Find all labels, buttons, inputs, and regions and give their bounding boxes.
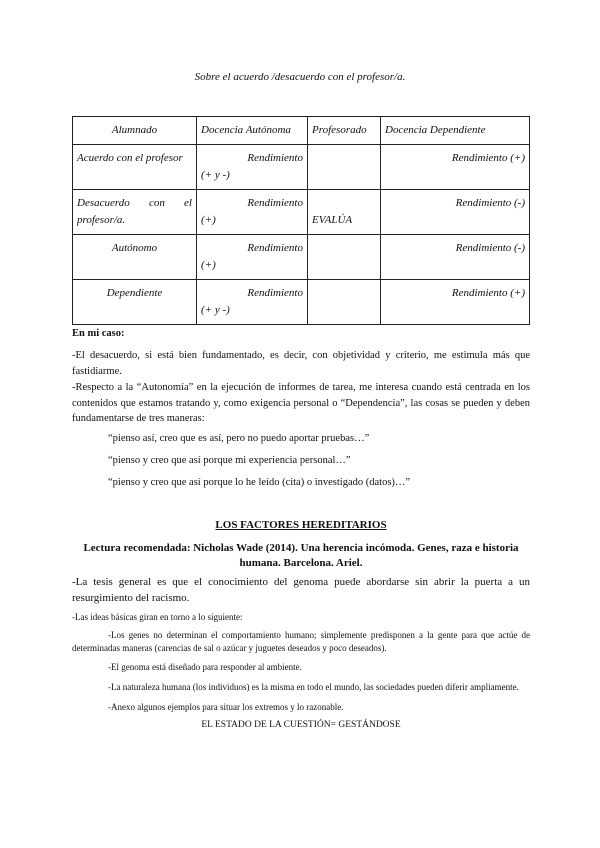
table-cell bbox=[308, 145, 381, 190]
table-header-row bbox=[73, 117, 530, 145]
table-cell bbox=[197, 190, 308, 235]
table-cell: Rendimiento (-) bbox=[381, 190, 530, 235]
cell-line: Rendimiento bbox=[247, 242, 303, 254]
table-row bbox=[73, 280, 530, 325]
cell-line: Rendimiento bbox=[247, 197, 303, 209]
list-item: -El genoma está diseñado para responder al ambiente. bbox=[108, 662, 302, 672]
table-cell bbox=[308, 280, 381, 325]
paragraph: -Respecto a la “Autonomía” en la ejecución de informes de tarea, me interesa cuando está centrada en los contenidos que estamos tratando y, como exigencia personal o “Dependencia”, las cosas se pueden y deben fundamentarse de tres maneras: bbox=[72, 382, 530, 424]
header-cell: Docencia Dependiente bbox=[381, 117, 530, 145]
cell-line: EVALÚA bbox=[312, 214, 353, 226]
list-item: -Los genes no determinan el comportamiento humano; simplemente predisponen a la gente para que actúe de determinadas maneras (carencias de sal o azúcar y juguetes deseados y poco deseados). bbox=[72, 630, 530, 653]
table-row bbox=[73, 145, 530, 190]
agreement-table bbox=[72, 116, 530, 325]
table-cell: Autónomo bbox=[73, 235, 197, 280]
table-cell: Dependiente bbox=[73, 280, 197, 325]
table-cell bbox=[197, 280, 308, 325]
table-cell bbox=[197, 235, 308, 280]
table-cell bbox=[197, 145, 308, 190]
table-cell bbox=[308, 235, 381, 280]
section-heading: LOS FACTORES HEREDITARIOS bbox=[215, 519, 387, 531]
cell-line: (+ y -) bbox=[201, 169, 230, 181]
paragraph: -La tesis general es que el conocimiento del genoma puede abordarse sin abrir la puerta a un resurgimiento del racismo. bbox=[72, 576, 530, 604]
paragraph: -Las ideas básicas giran en torno a lo siguiente: bbox=[72, 612, 243, 622]
header-cell: Profesorado bbox=[308, 117, 381, 145]
doc-title: Sobre el acuerdo /desacuerdo con el profesor/a. bbox=[194, 71, 406, 83]
table-row bbox=[73, 235, 530, 280]
cell-line: Rendimiento bbox=[247, 287, 303, 299]
section-heading: En mi caso: bbox=[72, 328, 125, 339]
header-cell: Docencia Autónoma bbox=[197, 117, 308, 145]
quote: “pienso y creo que así porque lo he leído (cita) o investigado (datos)…” bbox=[108, 477, 411, 488]
status-line: EL ESTADO DE LA CUESTIÓN= GESTÁNDOSE bbox=[201, 720, 401, 730]
recommended-reading: Lectura recomendada: Nicholas Wade (2014). Una herencia incómoda. Genes, raza e historia humana. Barcelona. Ariel. bbox=[83, 542, 519, 569]
cell-line: (+ y -) bbox=[201, 304, 230, 316]
cell-line: (+) bbox=[201, 259, 216, 271]
table-row bbox=[73, 190, 530, 235]
quote: “pienso y creo que así porque mi experiencia personal…” bbox=[108, 455, 351, 466]
cell-line: (+) bbox=[201, 214, 216, 226]
table-cell: Desacuerdo con el profesor/a. bbox=[73, 190, 197, 235]
table-cell: Rendimiento (+) bbox=[381, 280, 530, 325]
paragraph: -El desacuerdo, si está bien fundamentado, es decir, con objetividad y criterio, me estimula más que fastidiarme. bbox=[72, 350, 530, 377]
table-cell: Acuerdo con el profesor bbox=[73, 145, 197, 190]
quote: “pienso así, creo que es así, pero no puedo aportar pruebas…” bbox=[108, 433, 370, 444]
table-cell: Rendimiento (+) bbox=[381, 145, 530, 190]
list-item: -Anexo algunos ejemplos para situar los extremos y lo razonable. bbox=[108, 702, 344, 712]
table-cell: Rendimiento (-) bbox=[381, 235, 530, 280]
table-cell bbox=[308, 190, 381, 235]
header-cell: Alumnado bbox=[73, 117, 197, 145]
cell-line: Rendimiento bbox=[247, 152, 303, 164]
list-item: -La naturaleza humana (los individuos) es la misma en todo el mundo, las sociedades pueden diferir ampliamente. bbox=[108, 682, 519, 692]
